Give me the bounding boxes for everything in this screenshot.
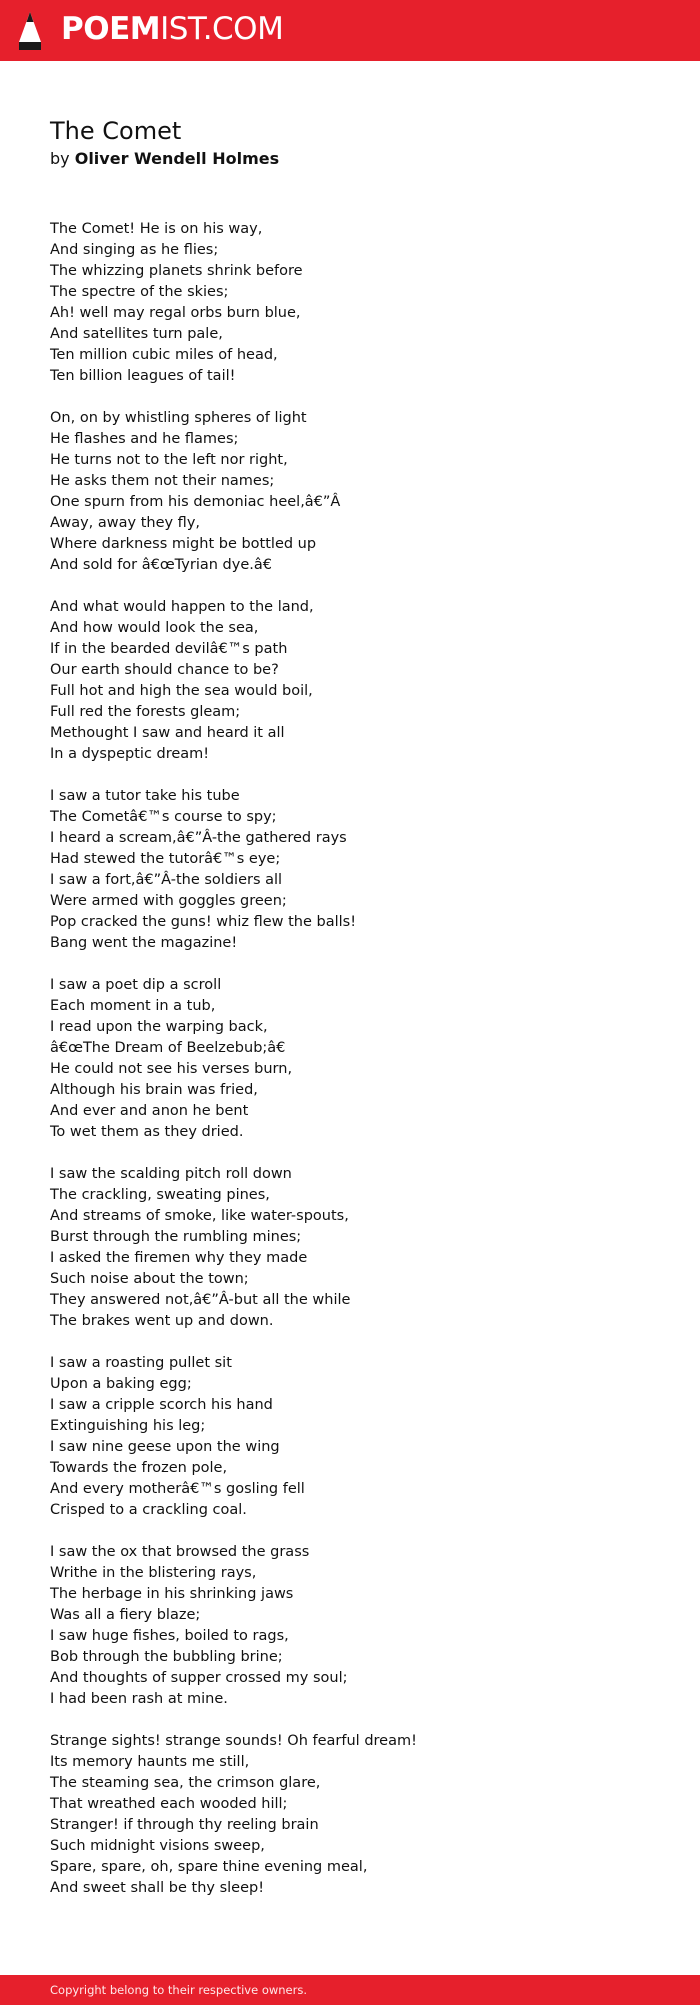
poem-line: The Cometâ€™s course to spy;: [50, 809, 277, 825]
poem-line: Stranger! if through thy reeling brain: [50, 1817, 319, 1833]
stanza: [50, 219, 650, 387]
stanza: [50, 975, 650, 1143]
poem-line: He asks them not their names;: [50, 473, 275, 489]
poem-line: Extinguishing his leg;: [50, 1418, 206, 1434]
poem-line: And sweet shall be thy sleep!: [50, 1880, 265, 1896]
poem-line: He could not see his verses burn,: [50, 1061, 293, 1077]
poem-line: Ten billion leagues of tail!: [50, 368, 236, 384]
poem-line: Pop cracked the guns! whiz flew the balls!: [50, 914, 357, 930]
poem-line: Methought I saw and heard it all: [50, 725, 285, 741]
poem-line: In a dyspeptic dream!: [50, 746, 210, 762]
stanza: [50, 597, 650, 765]
logo-bold-text: POEM: [61, 11, 161, 47]
stanza: [50, 1164, 650, 1332]
poem-line: The crackling, sweating pines,: [50, 1187, 270, 1203]
poem-line: The Comet! He is on his way,: [50, 221, 263, 237]
poem-line: That wreathed each wooded hill;: [50, 1796, 288, 1812]
poem-line: And every motherâ€™s gosling fell: [50, 1481, 305, 1497]
poem-line: If in the bearded devilâ€™s path: [50, 641, 288, 657]
poem-line: I saw huge fishes, boiled to rags,: [50, 1628, 289, 1644]
stanza: [50, 1353, 650, 1521]
byline-prefix: by: [50, 149, 70, 168]
logo-light-text: IST.COM: [160, 11, 284, 47]
poem-line: He turns not to the left nor right,: [50, 452, 288, 468]
poem-line: And what would happen to the land,: [50, 599, 314, 615]
poem-line: I saw a poet dip a scroll: [50, 977, 222, 993]
poem-line: I saw a roasting pullet sit: [50, 1355, 232, 1371]
poem-line: Upon a baking egg;: [50, 1376, 192, 1392]
poem-line: Ah! well may regal orbs burn blue,: [50, 305, 301, 321]
poem-line: Burst through the rumbling mines;: [50, 1229, 302, 1245]
poem-line: I saw a fort,â€”Â-the soldiers all: [50, 872, 283, 888]
poem-line: Ten million cubic miles of head,: [50, 347, 278, 363]
poem-line: I saw a cripple scorch his hand: [50, 1397, 273, 1413]
poem-line: Strange sights! strange sounds! Oh fearful dream!: [50, 1733, 417, 1749]
poem-line: I had been rash at mine.: [50, 1691, 228, 1707]
poem-byline: [50, 148, 279, 170]
poem-line: They answered not,â€”Â-but all the while: [50, 1292, 351, 1308]
poem-line: One spurn from his demoniac heel,â€”Â: [50, 494, 341, 510]
poem-line: Was all a fiery blaze;: [50, 1607, 201, 1623]
poem-line: And how would look the sea,: [50, 620, 259, 636]
poem-line: I saw the ox that browsed the grass: [50, 1544, 310, 1560]
poem-line: And streams of smoke, like water-spouts,: [50, 1208, 349, 1224]
poem-line: The herbage in his shrinking jaws: [50, 1586, 294, 1602]
poem-line: Bang went the magazine!: [50, 935, 238, 951]
poem-line: I saw a tutor take his tube: [50, 788, 240, 804]
poem-line: On, on by whistling spheres of light: [50, 410, 307, 426]
poem-line: And singing as he flies;: [50, 242, 219, 258]
poem-line: I saw nine geese upon the wing: [50, 1439, 280, 1455]
poem-line: Such midnight visions sweep,: [50, 1838, 265, 1854]
poem-line: Although his brain was fried,: [50, 1082, 258, 1098]
stanza: [50, 786, 650, 954]
poem-line: Towards the frozen pole,: [50, 1460, 228, 1476]
poem-line: Had stewed the tutorâ€™s eye;: [50, 851, 281, 867]
poem-line: The brakes went up and down.: [50, 1313, 274, 1329]
poem-line: To wet them as they dried.: [50, 1124, 244, 1140]
poem-line: Its memory haunts me still,: [50, 1754, 250, 1770]
poem-line: â€œThe Dream of Beelzebub;â€: [50, 1040, 286, 1056]
poem-line: Away, away they fly,: [50, 515, 201, 531]
stanza: [50, 408, 650, 576]
poem-title: The Comet: [50, 117, 182, 145]
poem-line: And ever and anon he bent: [50, 1103, 249, 1119]
poem-line: Spare, spare, oh, spare thine evening meal,: [50, 1859, 368, 1875]
poem-line: Writhe in the blistering rays,: [50, 1565, 257, 1581]
pencil-icon[interactable]: [18, 11, 42, 51]
poem-line: And satellites turn pale,: [50, 326, 223, 342]
stanza: [50, 1542, 650, 1710]
poem-line: Bob through the bubbling brine;: [50, 1649, 283, 1665]
poem-author: Oliver Wendell Holmes: [74, 149, 280, 168]
site-logo[interactable]: [61, 9, 283, 49]
poem-line: I asked the firemen why they made: [50, 1250, 308, 1266]
poem-line: I heard a scream,â€”Â-the gathered rays: [50, 830, 347, 846]
poem-line: Each moment in a tub,: [50, 998, 216, 1014]
poem-line: And sold for â€œTyrian dye.â€: [50, 557, 272, 573]
poem-line: The whizzing planets shrink before: [50, 263, 303, 279]
poem-line: I saw the scalding pitch roll down: [50, 1166, 292, 1182]
site-header: [0, 0, 700, 61]
site-footer: [0, 1975, 700, 2005]
poem-line: Were armed with goggles green;: [50, 893, 287, 909]
poem-line: And thoughts of supper crossed my soul;: [50, 1670, 348, 1686]
poem-line: Crisped to a crackling coal.: [50, 1502, 247, 1518]
poem-body: [50, 219, 650, 1920]
poem-line: I read upon the warping back,: [50, 1019, 268, 1035]
poem-line: Full hot and high the sea would boil,: [50, 683, 313, 699]
poem-line: Where darkness might be bottled up: [50, 536, 317, 552]
poem-line: Full red the forests gleam;: [50, 704, 241, 720]
poem-line: The spectre of the skies;: [50, 284, 229, 300]
poem-line: The steaming sea, the crimson glare,: [50, 1775, 321, 1791]
copyright-text: Copyright belong to their respective owners.: [50, 1983, 308, 1997]
poem-line: Such noise about the town;: [50, 1271, 249, 1287]
poem-line: Our earth should chance to be?: [50, 662, 279, 678]
poem-line: He flashes and he flames;: [50, 431, 239, 447]
stanza: [50, 1731, 650, 1899]
